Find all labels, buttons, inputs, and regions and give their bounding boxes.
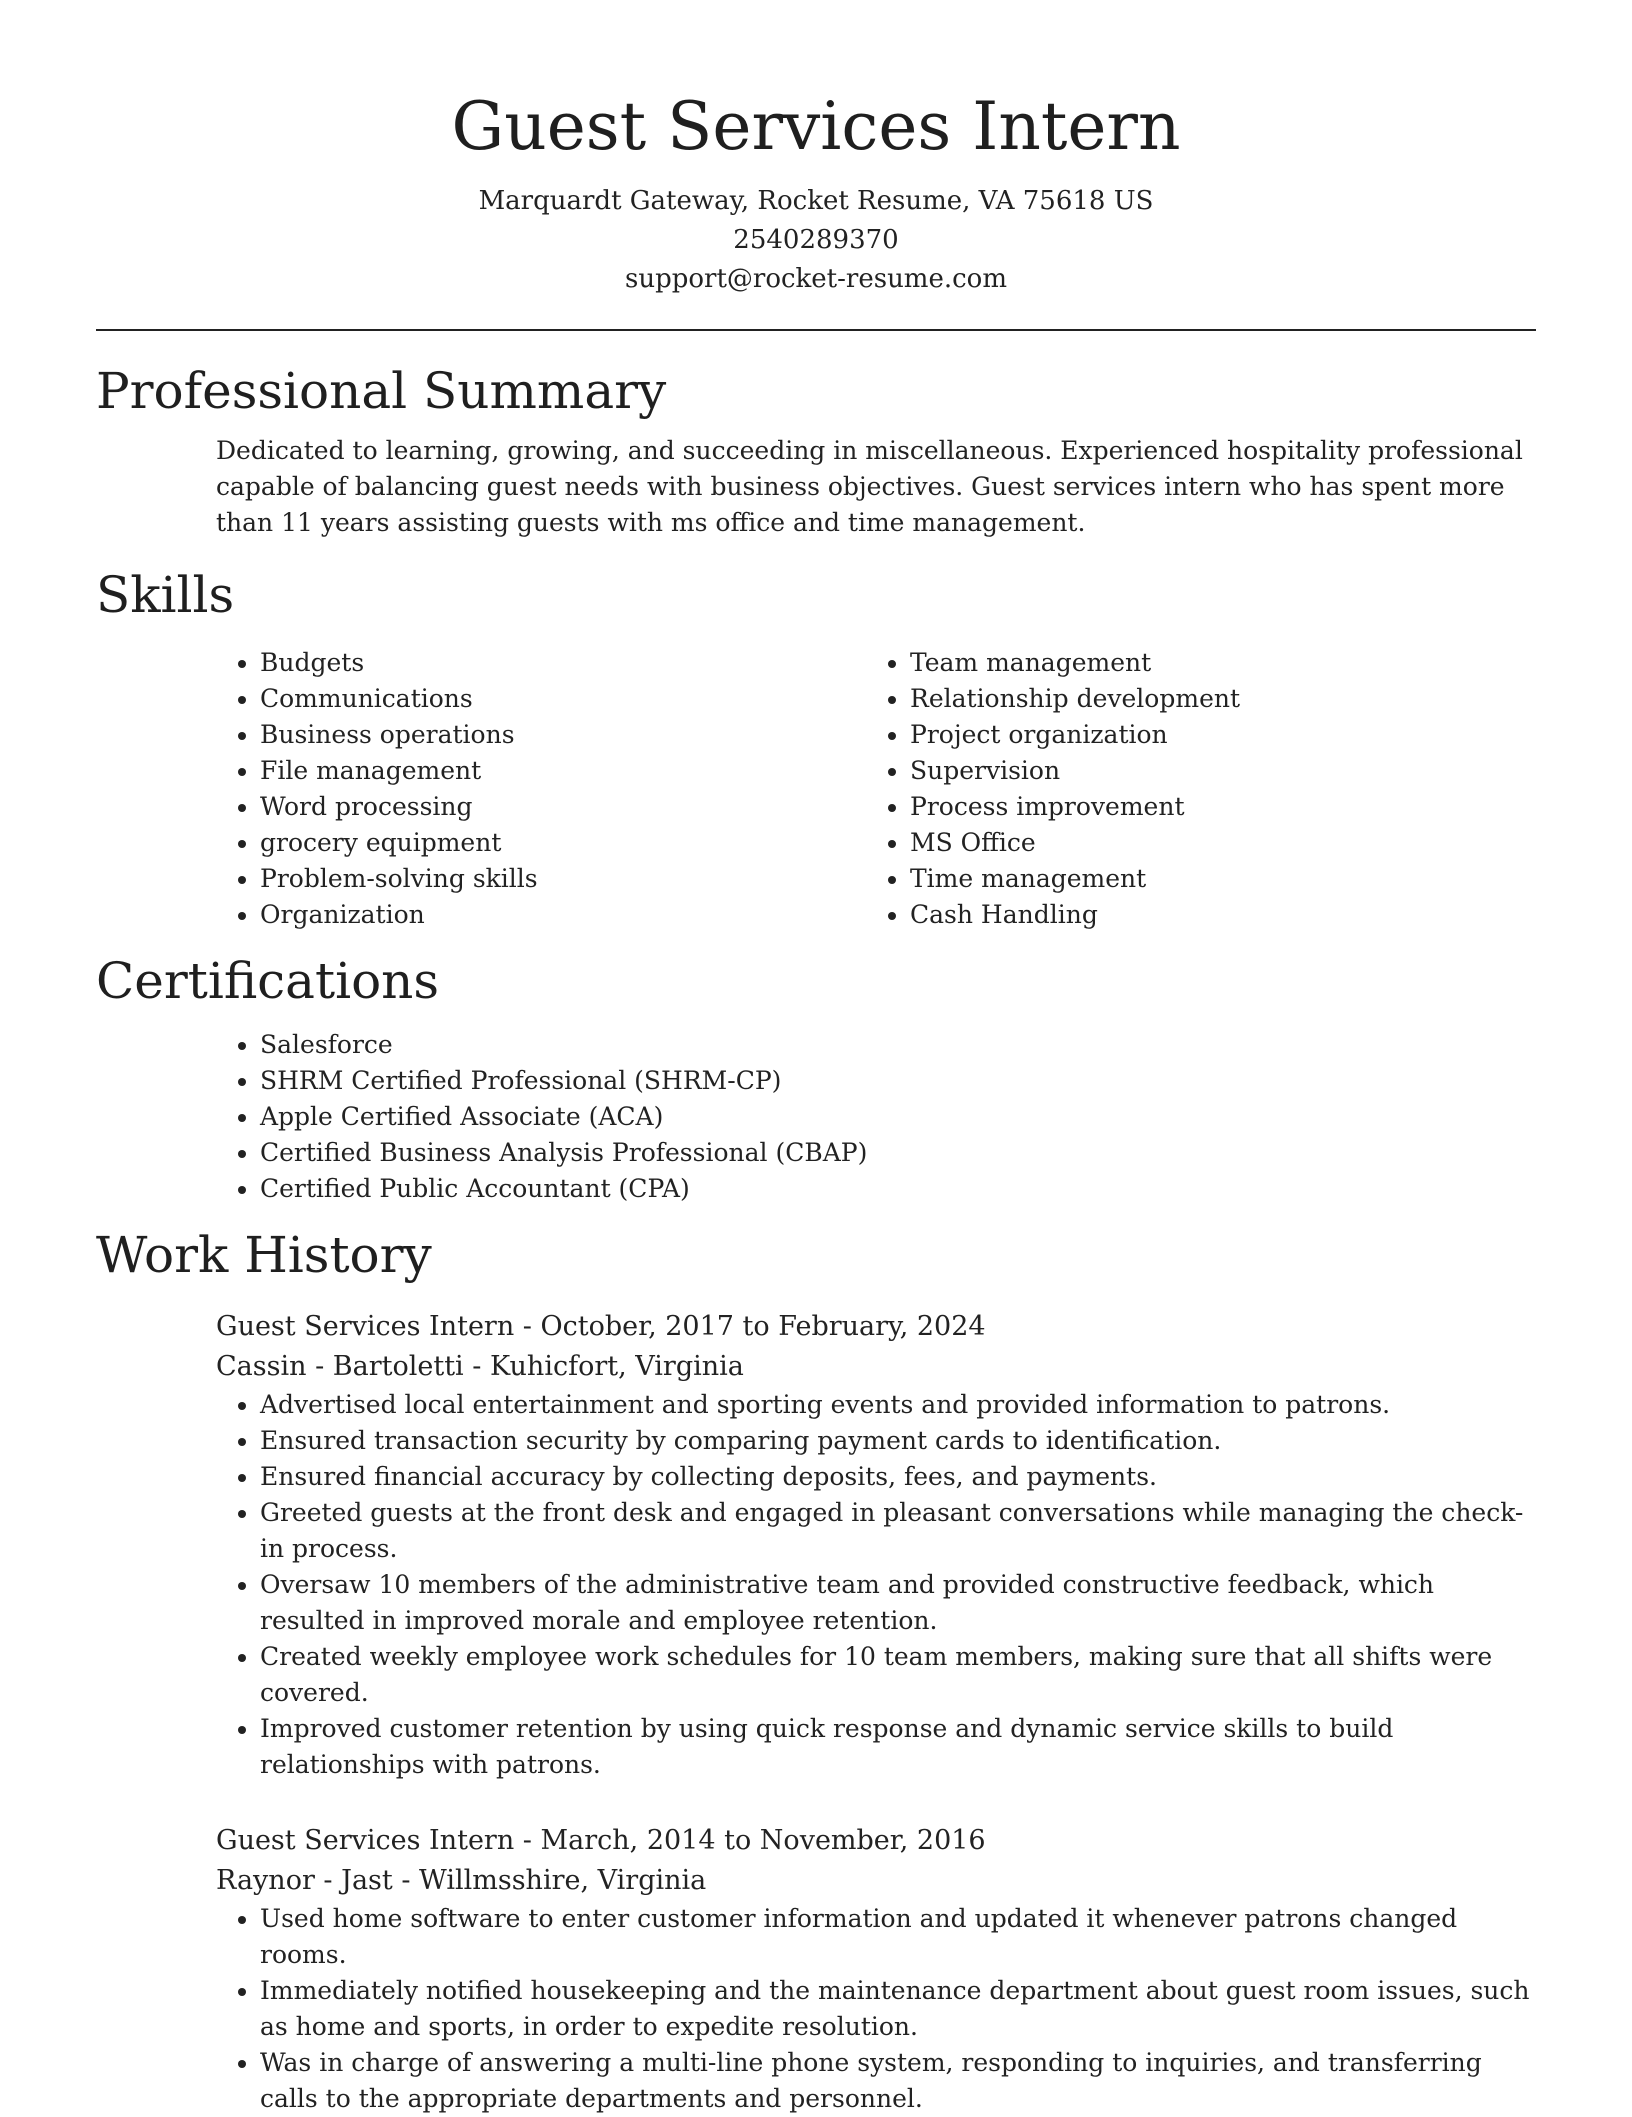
certification-item: • Certified Business Analysis Professional (CBAP) xyxy=(260,1135,1536,1171)
skills-list-right xyxy=(866,645,1516,933)
skill-item: • Budgets xyxy=(260,645,866,681)
skill-item: • Supervision xyxy=(910,753,1516,789)
header-divider xyxy=(96,329,1536,331)
job-title-dates: Guest Services Intern - March, 2014 to November, 2016 xyxy=(216,1825,986,1856)
work-history-heading: Work History xyxy=(96,1226,432,1284)
job-duty: • Was in charge of answering a multi-line phone system, responding to inquiries, and transferring calls to the appropriate departments and personnel. xyxy=(260,2045,1536,2117)
skills-column-right xyxy=(866,645,1516,933)
certification-item: • Certified Public Accountant (CPA) xyxy=(260,1171,1536,1207)
skill-item: • Process improvement xyxy=(910,789,1516,825)
job-duties-list xyxy=(216,1901,1536,2117)
summary-text: Dedicated to learning, growing, and succeeding in miscellaneous. Experienced hospitality professional capable of balancing guest needs with business objectives. Guest services intern who has spent more than 11 years assisting guests with ms office and time management. xyxy=(216,436,1523,537)
skill-item: • Word processing xyxy=(260,789,866,825)
job-company-location: Raynor - Jast - Willmsshire, Virginia xyxy=(216,1865,707,1896)
job-duty: • Used home software to enter customer information and updated it whenever patrons changed rooms. xyxy=(260,1901,1536,1973)
job-title-dates: Guest Services Intern - October, 2017 to February, 2024 xyxy=(216,1311,986,1342)
certifications-bullets xyxy=(216,1027,1536,1207)
job-duty: • Created weekly employee work schedules for 10 team members, making sure that all shifts were covered. xyxy=(260,1639,1536,1711)
skill-item: • grocery equipment xyxy=(260,825,866,861)
contact-address: Marquardt Gateway, Rocket Resume, VA 75618 US xyxy=(478,186,1154,216)
job-company-location: Cassin - Bartoletti - Kuhicfort, Virginia xyxy=(216,1351,744,1382)
skill-item: • File management xyxy=(260,753,866,789)
job-duty: • Ensured transaction security by comparing payment cards to identification. xyxy=(260,1423,1536,1459)
skill-item: • Time management xyxy=(910,861,1516,897)
job-duty: • Immediately notified housekeeping and the maintenance department about guest room issues, such as home and sports, in order to expedite resolution. xyxy=(260,1973,1536,2045)
skills-heading: Skills xyxy=(96,566,235,624)
job-duty: • Improved customer retention by using quick response and dynamic service skills to build relationships with patrons. xyxy=(260,1711,1536,1783)
skill-item: • Communications xyxy=(260,681,866,717)
skill-item: • Relationship development xyxy=(910,681,1516,717)
certification-item: • SHRM Certified Professional (SHRM-CP) xyxy=(260,1063,1536,1099)
skills-list-left xyxy=(216,645,866,933)
skills-grid xyxy=(216,645,1536,933)
resume-page xyxy=(96,0,1536,2117)
skill-item: • Project organization xyxy=(910,717,1516,753)
job-duty: • Advertised local entertainment and sporting events and provided information to patrons. xyxy=(260,1387,1536,1423)
job-duty: • Ensured financial accuracy by collecting deposits, fees, and payments. xyxy=(260,1459,1536,1495)
skill-item: • Cash Handling xyxy=(910,897,1516,933)
contact-email: support@rocket-resume.com xyxy=(624,264,1007,294)
contact-info xyxy=(96,182,1536,299)
certification-item: • Apple Certified Associate (ACA) xyxy=(260,1099,1536,1135)
skill-item: • Business operations xyxy=(260,717,866,753)
job-duties-list xyxy=(216,1387,1536,1783)
job-duty: • Greeted guests at the front desk and engaged in pleasant conversations while managing the check-in process. xyxy=(260,1495,1536,1567)
skill-item: • Team management xyxy=(910,645,1516,681)
job-entry xyxy=(216,1307,1536,1783)
resume-header xyxy=(96,0,1536,299)
certification-item: • Salesforce xyxy=(260,1027,1536,1063)
contact-phone: 2540289370 xyxy=(733,225,899,255)
job-duty: • Oversaw 10 members of the administrative team and provided constructive feedback, which resulted in improved morale and employee retention. xyxy=(260,1567,1536,1639)
certifications-list xyxy=(216,1027,1536,1207)
summary-heading: Professional Summary xyxy=(96,362,667,420)
skill-item: • Problem-solving skills xyxy=(260,861,866,897)
skills-column-left xyxy=(216,645,866,933)
certifications-heading: Certifications xyxy=(96,952,440,1010)
skill-item: • MS Office xyxy=(910,825,1516,861)
skill-item: • Organization xyxy=(260,897,866,933)
candidate-name: Guest Services Intern xyxy=(451,88,1181,165)
job-entry xyxy=(216,1821,1536,2117)
